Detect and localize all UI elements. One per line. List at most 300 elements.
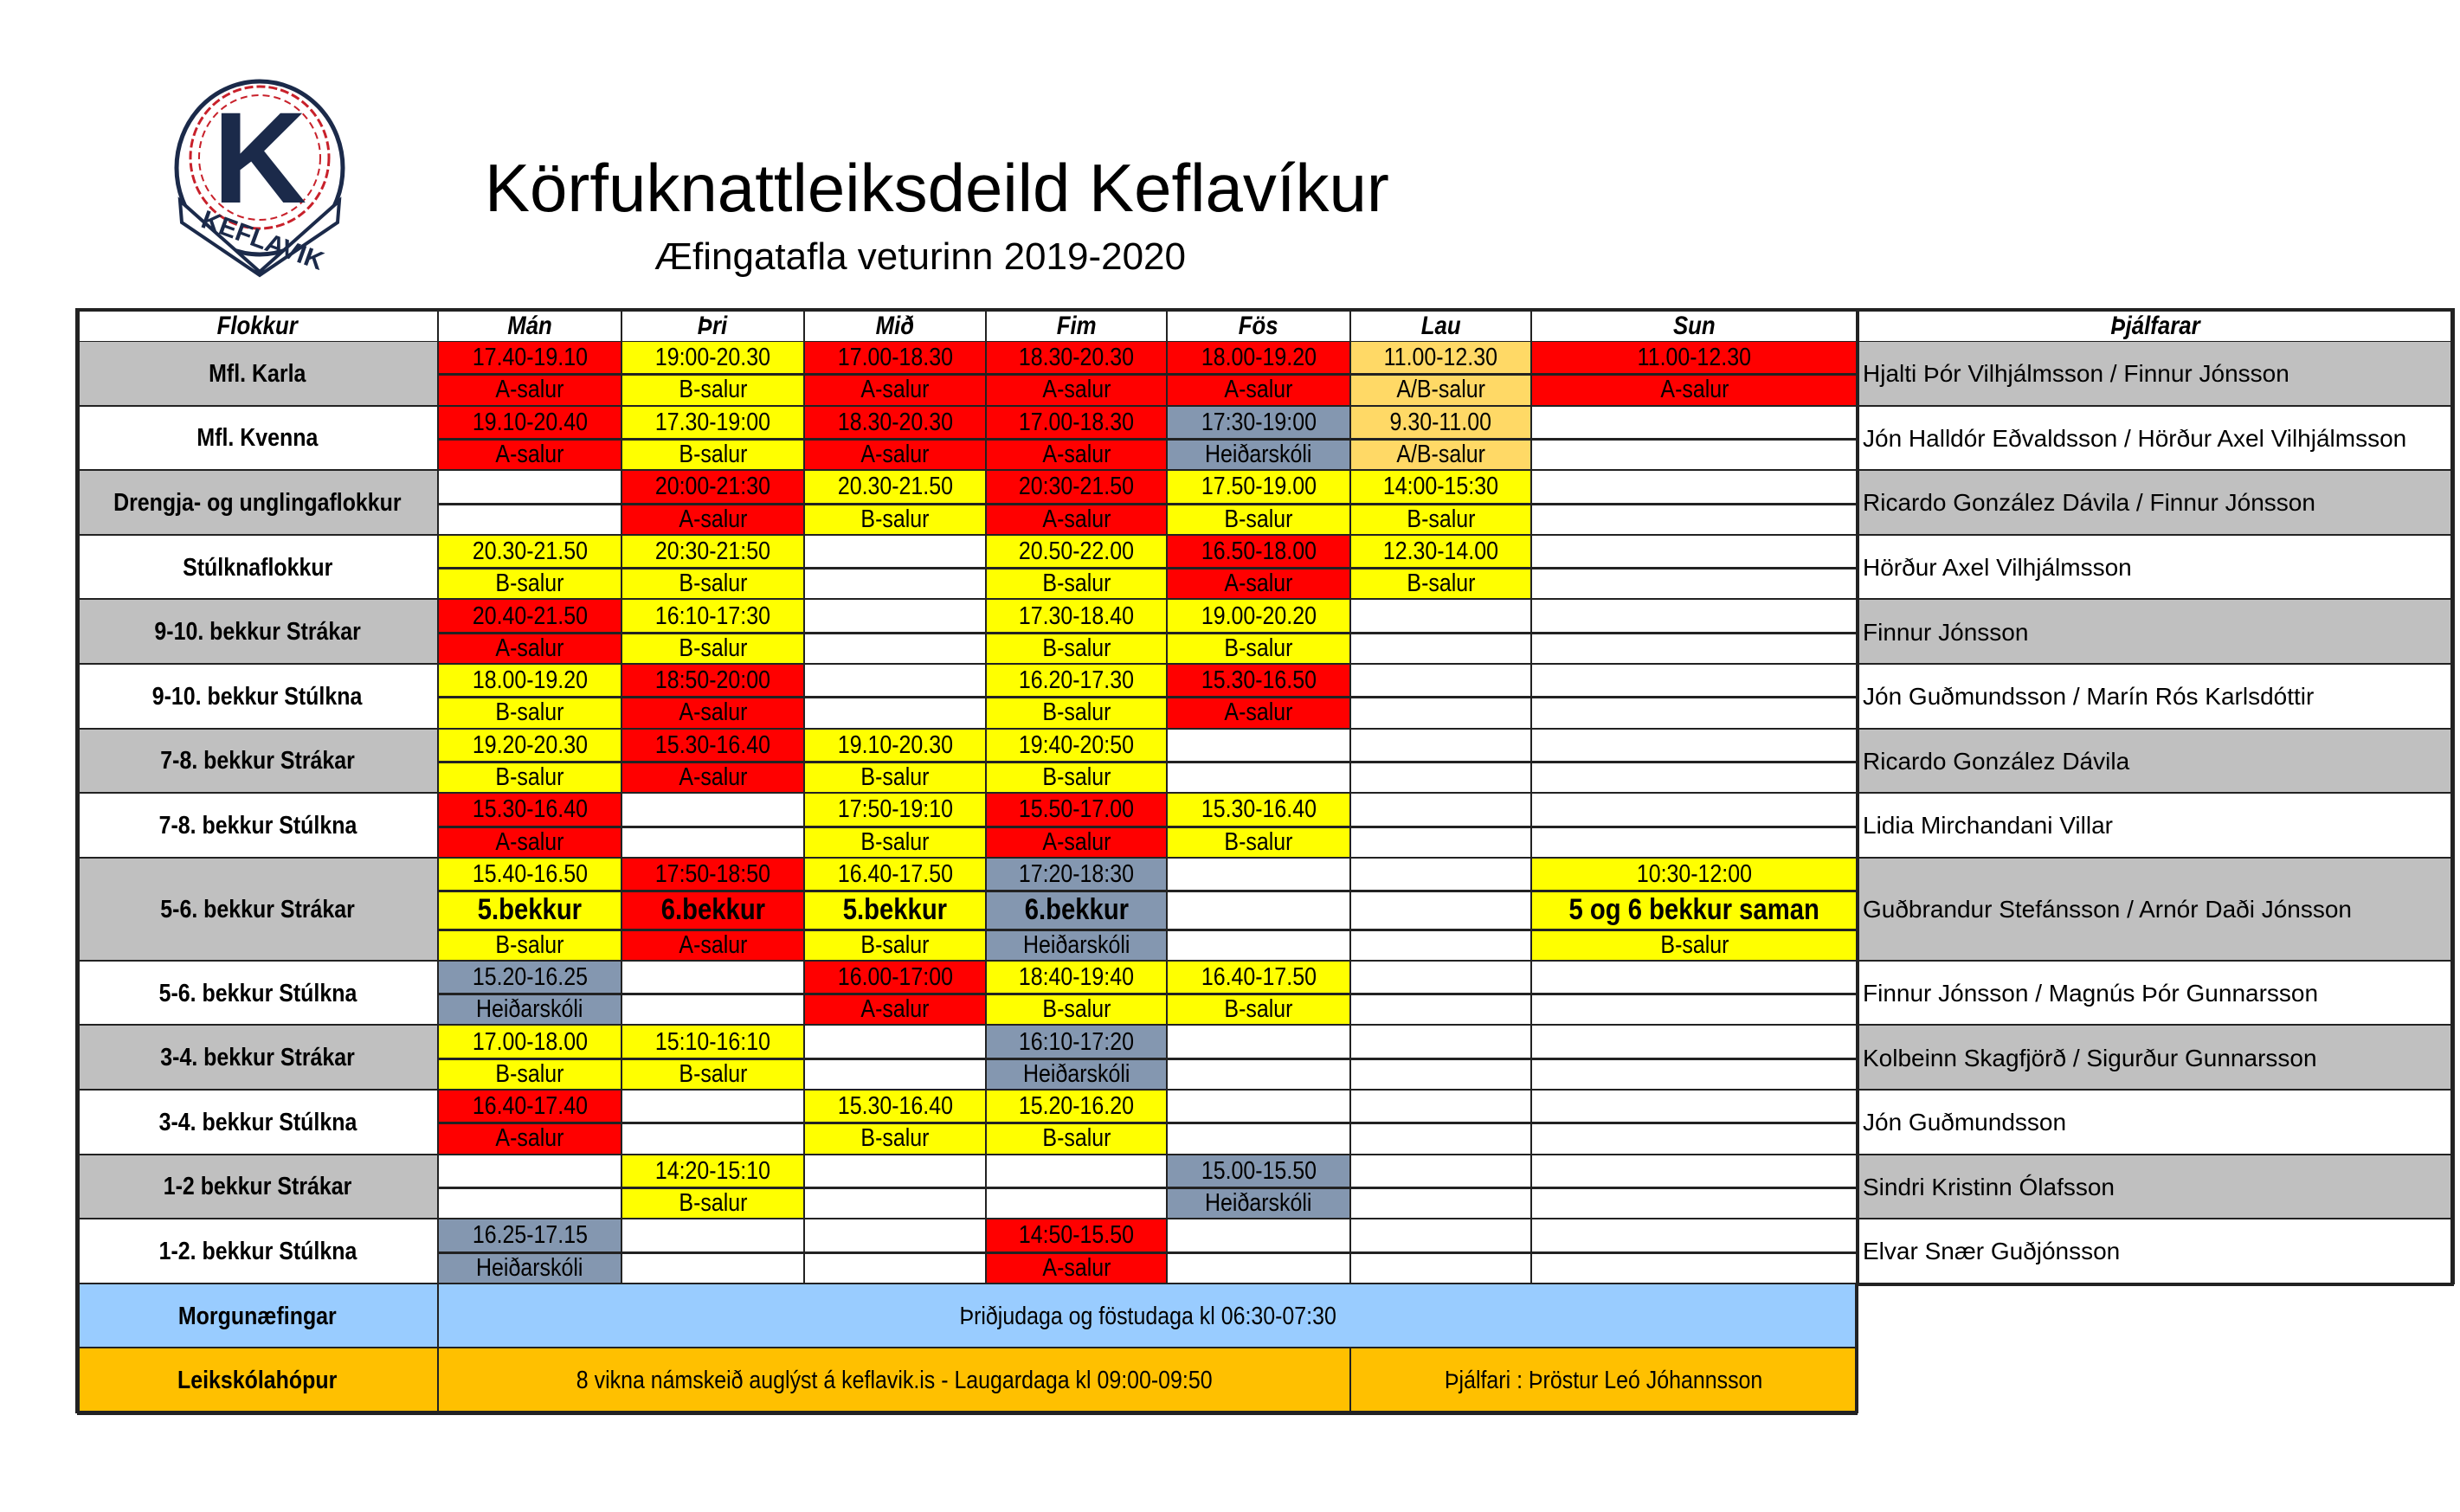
session-hall [1167,827,1350,859]
session-time [438,1026,621,1058]
grid-line [1167,1058,1350,1060]
session-time-text: 19.20-20.30 [472,730,588,759]
session-time-text: 17.00-18.00 [472,1027,588,1056]
session-time [1350,471,1531,503]
column-header-day-text: Mið [875,312,915,340]
group-name-text: 5-6. bekkur Stúlkna [158,979,357,1007]
session-time-text: 18:50-20:00 [654,666,771,695]
grid-line [986,632,1167,634]
session-time-text: 16.20-17.30 [1018,666,1135,695]
coach-names-text: Jón Guðmundsson [1863,1109,2067,1136]
empty-slot [1531,1187,1858,1219]
grid-line [1167,1122,1350,1124]
grid-line [438,1187,621,1189]
grid-line [438,1251,621,1254]
session-hall-text: Heiðarskóli [1205,441,1312,469]
session-hall-text: B-salur [860,1124,930,1153]
group-name [77,962,438,1026]
grid-line [1167,632,1350,634]
session-hall-text: Heiðarskóli [476,995,583,1024]
session-time [438,342,621,374]
session-time [1350,536,1531,568]
empty-slot [1350,930,1531,962]
session-time-text: 15.30-16.50 [1201,666,1317,695]
session-time [804,962,986,994]
session-hall [1531,930,1858,962]
session-time [621,730,804,762]
session-time-text: 20:30-21:50 [654,537,771,565]
session-hall [986,994,1167,1026]
session-hall-text: A-salur [860,441,930,469]
empty-slot [1350,1123,1531,1155]
column-header-day [986,311,1167,342]
grid-line [1531,438,1858,441]
grid-line [1167,826,1350,828]
empty-slot [804,568,986,600]
grid-line [1531,761,1858,763]
session-time-text: 16.40-17.50 [837,859,953,888]
session-hall [1167,504,1350,536]
coach-names [1858,1091,2454,1155]
group-name-text: 7-8. bekkur Stúlkna [158,811,357,840]
coach-names [1858,1026,2454,1091]
group-name-text: Mfl. Karla [209,359,306,388]
grid-line [438,503,621,505]
grid-line [1350,438,1531,441]
grid-line [438,993,621,995]
empty-slot [1531,600,1858,632]
empty-slot [986,1187,1167,1219]
grid-line [621,761,804,763]
session-hall [986,827,1167,859]
grid-line [1531,1251,1858,1254]
session-label [986,891,1167,930]
grid-line [986,1251,1167,1254]
session-hall-text: B-salur [678,1059,747,1088]
coach-names [1858,471,2454,536]
empty-slot [804,536,986,568]
session-time [804,342,986,374]
session-time-text: 17.00-18.30 [837,344,953,372]
session-time [621,859,804,891]
group-name-text: Mfl. Kvenna [196,424,319,453]
session-hall-text: B-salur [860,930,930,959]
empty-slot [1167,1252,1350,1284]
coach-names-text: Hörður Axel Vilhjálmsson [1863,554,2132,582]
session-time-text: 9.30-11.00 [1389,408,1492,436]
session-hall-text: B-salur [1224,634,1293,662]
grid-line [437,311,439,1284]
empty-slot [1350,962,1531,994]
grid-line [1531,890,1858,892]
session-hall-text: A/B-salur [1396,376,1485,404]
empty-slot [1531,962,1858,994]
grid-line [986,993,1167,995]
session-hall-text: A-salur [1041,505,1111,533]
session-hall [986,504,1167,536]
session-hall-text: B-salur [1224,995,1293,1024]
session-hall [1350,374,1531,406]
group-name [77,730,438,795]
grid-line [1350,761,1531,763]
session-hall [1350,568,1531,600]
session-hall-text: A-salur [860,376,930,404]
session-time-text: 18.00-19.20 [472,666,588,695]
grid-line [1167,567,1350,569]
session-label-text: 5.bekkur [477,892,583,926]
grid-line [438,929,621,931]
grid-line [1167,696,1350,698]
session-hall [621,439,804,471]
empty-slot [1167,1123,1350,1155]
session-time [438,665,621,697]
session-hall [804,930,986,962]
session-hall [621,762,804,794]
session-hall [1167,439,1350,471]
empty-slot [1350,1219,1531,1251]
morning-group-text: Morgunæfingar [178,1302,337,1330]
session-time-text: 19.10-20.30 [837,730,953,759]
grid-line [986,567,1167,569]
session-time-text: 14:50-15.50 [1018,1221,1135,1250]
session-hall [1350,439,1531,471]
grid-line [804,993,986,995]
session-time-text: 15.00-15.50 [1201,1156,1317,1185]
session-time-text: 18.30-20.30 [1018,344,1135,372]
session-time [621,407,804,439]
session-time [621,1026,804,1058]
session-hall [621,568,804,600]
session-time [438,600,621,632]
empty-slot [438,471,621,503]
grid-line [1350,826,1531,828]
session-time [986,962,1167,994]
session-time [1167,407,1350,439]
grid-line [1350,503,1531,505]
grid-line [75,308,80,1413]
session-hall [1167,1187,1350,1219]
session-time-text: 19.10-20.40 [472,408,588,436]
session-hall-text: B-salur [1041,1124,1111,1153]
session-hall-text: A-salur [495,827,564,856]
coach-names-text: Ricardo González Dávila [1863,747,2130,775]
empty-slot [1350,762,1531,794]
empty-slot [1350,859,1531,891]
column-header-day [1167,311,1350,342]
group-name [77,1026,438,1091]
grid-line [621,438,804,441]
grid-line [986,929,1167,931]
group-name-text: Stúlknaflokkur [182,553,333,582]
group-name-text: 9-10. bekkur Stúlkna [152,682,363,711]
grid-line [621,1058,804,1060]
session-hall [438,1252,621,1284]
session-hall [621,1187,804,1219]
session-hall [804,439,986,471]
coach-names [1858,730,2454,795]
session-time-text: 15:10-16:10 [654,1027,771,1056]
grid-line [804,503,986,505]
session-hall [438,439,621,471]
grid-line [621,503,804,505]
session-label [804,891,986,930]
session-time-text: 11.00-12.30 [1637,344,1752,372]
empty-slot [1531,568,1858,600]
session-time [1167,536,1350,568]
session-hall-text: B-salur [1406,505,1475,533]
empty-slot [438,504,621,536]
session-time-text: 16.40-17.40 [472,1092,588,1121]
session-hall-text: A-salur [495,634,564,662]
coach-names-text: Sindri Kristinn Ólafsson [1863,1173,2115,1200]
session-hall [804,994,986,1026]
session-time [986,471,1167,503]
grid-line [986,890,1167,892]
empty-slot [1350,891,1531,930]
column-header-day [438,311,621,342]
page-title: Körfuknattleiksdeild Keflavíkur [485,150,1389,226]
session-hall-text: B-salur [678,569,747,598]
grid-line [1531,1187,1858,1189]
empty-slot [621,1123,804,1155]
session-time [804,471,986,503]
coach-names-text: Jón Halldór Eðvaldsson / Hörður Axel Vilhjálmsson [1863,424,2407,452]
session-hall-text: B-salur [495,930,564,959]
session-time-text: 16.00-17:00 [837,962,953,991]
preschool-info [438,1348,1350,1413]
group-name-text: 9-10. bekkur Strákar [154,618,361,647]
session-hall [986,633,1167,665]
session-hall [986,439,1167,471]
grid-line [437,1348,439,1413]
session-hall-text: B-salur [495,763,564,792]
session-time-text: 17.50-19.00 [1201,473,1317,501]
session-time-text: 17:20-18:30 [1018,859,1135,888]
empty-slot [804,1187,986,1219]
session-time-text: 18:40-19:40 [1018,962,1135,991]
session-hall [1167,374,1350,406]
session-hall-text: A-salur [495,441,564,469]
empty-slot [1167,1026,1350,1058]
session-hall-text: A-salur [678,763,747,792]
session-time-text: 15.40-16.50 [472,859,588,888]
preschool-coach-text: Þjálfari : Þröstur Leó Jóhannsson [1445,1367,1763,1395]
empty-slot [804,633,986,665]
group-name [77,1155,438,1220]
grid-line [986,503,1167,505]
session-hall [986,374,1167,406]
grid-line [1167,890,1350,892]
session-time-text: 17.40-19.10 [472,344,588,372]
session-time-text: 11.00-12.30 [1383,344,1498,372]
session-time [986,730,1167,762]
grid-line [804,1122,986,1124]
logo-text: KEFLAVIK [197,205,328,276]
session-label-text: 5.bekkur [842,892,948,926]
session-hall-text: Heiðarskóli [1022,1059,1130,1088]
preschool-group [77,1348,438,1413]
session-label-text: 5 og 6 bekkur saman [1568,892,1820,926]
session-time [621,536,804,568]
preschool-info-text: 8 vikna námskeið auglýst á keflavik.is - Laugardaga kl 09:00-09:50 [576,1367,1213,1395]
empty-slot [1531,730,1858,762]
coach-names [1858,859,2454,962]
coach-names-text: Lidia Mirchandani Villar [1863,812,2113,840]
grid-line [621,311,622,1284]
session-time [986,407,1167,439]
coach-names-text: Finnur Jónsson / Magnús Þór Gunnarsson [1863,980,2319,1007]
session-time-text: 20.30-21.50 [472,537,588,565]
grid-line [985,311,987,1284]
coach-names-text: Elvar Snær Guðjónsson [1863,1238,2121,1265]
grid-line [986,438,1167,441]
grid-line [804,1058,986,1060]
coach-names-text: Ricardo González Dávila / Finnur Jónsson [1863,489,2315,517]
grid-line [1531,993,1858,995]
session-hall [986,930,1167,962]
empty-slot [1167,930,1350,962]
empty-slot [1531,1123,1858,1155]
empty-slot [1350,1252,1531,1284]
grid-line [621,567,804,569]
column-header-day [621,311,804,342]
grid-line [1167,761,1350,763]
grid-line [986,761,1167,763]
session-hall-text: B-salur [1224,505,1293,533]
session-hall-text: B-salur [860,763,930,792]
morning-info [438,1284,1858,1349]
session-hall [804,827,986,859]
session-time [438,407,621,439]
session-hall [986,1252,1167,1284]
column-header-day-text: Sun [1673,312,1716,340]
group-name-text: Drengja- og unglingaflokkur [113,488,402,517]
grid-line [2450,308,2455,1284]
session-hall-text: B-salur [678,1189,747,1218]
session-time-text: 20.30-21.50 [837,473,953,501]
session-time [1167,600,1350,632]
empty-slot [621,962,804,994]
coach-names [1858,407,2454,472]
empty-slot [1167,730,1350,762]
session-time [986,1026,1167,1058]
grid-line [804,373,986,376]
session-time [804,859,986,891]
session-hall-text: B-salur [495,698,564,727]
grid-line [621,1187,804,1189]
session-time [1167,962,1350,994]
session-time [621,342,804,374]
session-time [1167,342,1350,374]
session-time [621,471,804,503]
coach-names [1858,962,2454,1026]
session-hall [986,1123,1167,1155]
grid-line [1350,1058,1531,1060]
grid-line [1855,1284,1858,1413]
coach-names-text: Jón Guðmundsson / Marín Rós Karlsdóttir [1863,683,2315,711]
session-hall-text: A-salur [1041,441,1111,469]
empty-slot [621,1219,804,1251]
empty-slot [621,1252,804,1284]
grid-line [804,826,986,828]
session-time [1167,794,1350,826]
session-time-text: 12.30-14.00 [1382,537,1499,565]
coach-names [1858,794,2454,859]
session-time [804,407,986,439]
session-time [986,1219,1167,1251]
session-hall-text: B-salur [860,505,930,533]
empty-slot [1350,1187,1531,1219]
column-header-day [1350,311,1531,342]
session-hall [438,1058,621,1091]
coach-names [1858,536,2454,601]
empty-slot [1531,665,1858,697]
grid-line [804,632,986,634]
empty-slot [1350,827,1531,859]
session-hall [1167,633,1350,665]
empty-slot [621,827,804,859]
empty-slot [1531,827,1858,859]
grid-line [1167,993,1350,995]
session-hall-text: A-salur [1224,376,1293,404]
session-hall [438,374,621,406]
empty-slot [804,1252,986,1284]
grid-line [438,826,621,828]
group-name [77,859,438,962]
session-hall [621,697,804,729]
grid-line [1531,567,1858,569]
column-header-day [804,311,986,342]
session-hall [438,568,621,600]
grid-line [1350,1251,1531,1254]
grid-line [804,929,986,931]
grid-line [621,993,804,995]
session-time [1531,859,1858,891]
session-time [438,962,621,994]
session-hall-text: B-salur [1659,930,1729,959]
grid-line [1349,311,1351,1284]
session-time-text: 19:40-20:50 [1018,730,1135,759]
empty-slot [1531,633,1858,665]
keflavik-logo [164,71,355,279]
empty-slot [804,665,986,697]
empty-slot [1531,1252,1858,1284]
empty-slot [1531,697,1858,729]
session-hall-text: A-salur [1041,376,1111,404]
session-hall-text: A-salur [495,376,564,404]
session-hall [438,1123,621,1155]
session-hall-text: B-salur [1041,763,1111,792]
group-name-text: 5-6. bekkur Strákar [160,895,355,923]
empty-slot [1531,1091,1858,1123]
group-name [77,600,438,665]
session-time-text: 15.30-16.40 [1201,795,1317,824]
grid-line [437,1284,439,1349]
grid-line [621,373,804,376]
grid-line [438,632,621,634]
session-time-text: 14:00-15:30 [1382,473,1499,501]
session-hall-text: B-salur [1406,569,1475,598]
coach-names-text: Finnur Jónsson [1863,618,2029,646]
session-time [438,730,621,762]
grid-line [986,1187,1167,1189]
column-header-day [1531,311,1858,342]
empty-slot [1531,1219,1858,1251]
session-hall [986,762,1167,794]
group-name [77,665,438,730]
session-hall-text: A-salur [678,505,747,533]
morning-info-text: Þriðjudaga og föstudaga kl 06:30-07:30 [959,1302,1336,1330]
